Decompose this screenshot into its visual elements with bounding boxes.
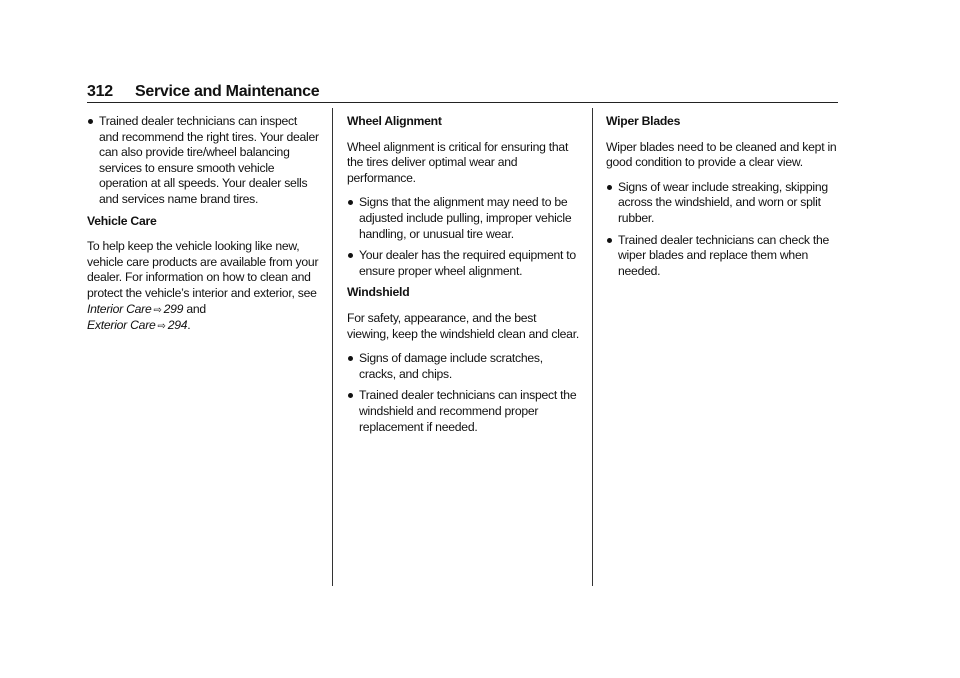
heading-wheel-alignment: Wheel Alignment [347, 114, 442, 128]
paragraph-wiper-blades: Wiper blades need to be cleaned and kept in good condition to provide a clear view. [606, 139, 837, 170]
arrow-right-icon: ⇨ [157, 321, 166, 333]
column-divider-2 [592, 108, 593, 586]
arrow-right-icon: ⇨ [153, 304, 162, 316]
link-interior-care-page[interactable]: 299 [163, 301, 184, 316]
page-number: 312 [87, 83, 113, 100]
list-item [606, 233, 838, 280]
column-2 [347, 108, 579, 441]
page-header [87, 83, 838, 107]
bullet-dot-icon [88, 119, 93, 124]
list-item [347, 195, 579, 242]
paragraph-windshield: For safety, appearance, and the best viewing, keep the windshield clean and clear. [347, 310, 579, 341]
column-1 [87, 108, 319, 344]
bullet-text: Signs of damage include scratches, cracks, and chips. [359, 351, 543, 381]
vehicle-care-text: To help keep the vehicle looking like new, vehicle care products are available from your dealer. For information on how to clean and protect the vehicle’s interior and exterior, see [87, 239, 319, 300]
column-divider-1 [332, 108, 333, 586]
paragraph-vehicle-care [87, 239, 319, 335]
bullet-dot-icon [607, 238, 612, 243]
list-item [606, 180, 838, 227]
list-item [87, 114, 319, 208]
heading-vehicle-care: Vehicle Care [87, 213, 157, 228]
bullet-text: Trained dealer technicians can check the wiper blades and replace them when needed. [618, 232, 830, 278]
link-interior-care[interactable]: Interior Care [87, 301, 152, 316]
bullet-text: Trained dealer technicians can inspect the windshield and recommend proper replacement if needed. [359, 388, 577, 434]
bullet-text: Signs of wear include streaking, skipping across the windshield, and worn or split rubber. [618, 179, 828, 225]
heading-wiper-blades: Wiper Blades [606, 114, 681, 128]
link-exterior-care[interactable]: Exterior Care [87, 318, 156, 333]
bullet-dot-icon [348, 393, 353, 398]
period: . [187, 318, 191, 333]
header-divider [87, 102, 838, 103]
and-text: and [186, 301, 206, 316]
bullet-text: Trained dealer technicians can inspect and recommend the right tires. Your dealer can also provide tire/wheel balancing services to ensure smooth vehicle operation at all speeds. Your dealer sells and services name brand tires. [99, 114, 319, 206]
bullet-dot-icon [348, 253, 353, 258]
bullet-dot-icon [348, 356, 353, 361]
heading-windshield: Windshield [347, 285, 410, 300]
bullet-dot-icon [607, 185, 612, 190]
column-3 [606, 108, 838, 285]
list-item [347, 351, 579, 382]
list-item [347, 388, 579, 435]
bullet-dot-icon [348, 200, 353, 205]
list-item [347, 248, 579, 279]
paragraph-wheel-alignment: Wheel alignment is critical for ensuring that the tires deliver optimal wear and performance. [347, 139, 569, 185]
link-exterior-care-page[interactable]: 294 [167, 318, 188, 333]
section-title: Service and Maintenance [135, 83, 320, 100]
bullet-text: Signs that the alignment may need to be adjusted include pulling, improper vehicle handling, or unusual tire wear. [359, 195, 572, 241]
bullet-text: Your dealer has the required equipment to ensure proper wheel alignment. [359, 248, 576, 278]
